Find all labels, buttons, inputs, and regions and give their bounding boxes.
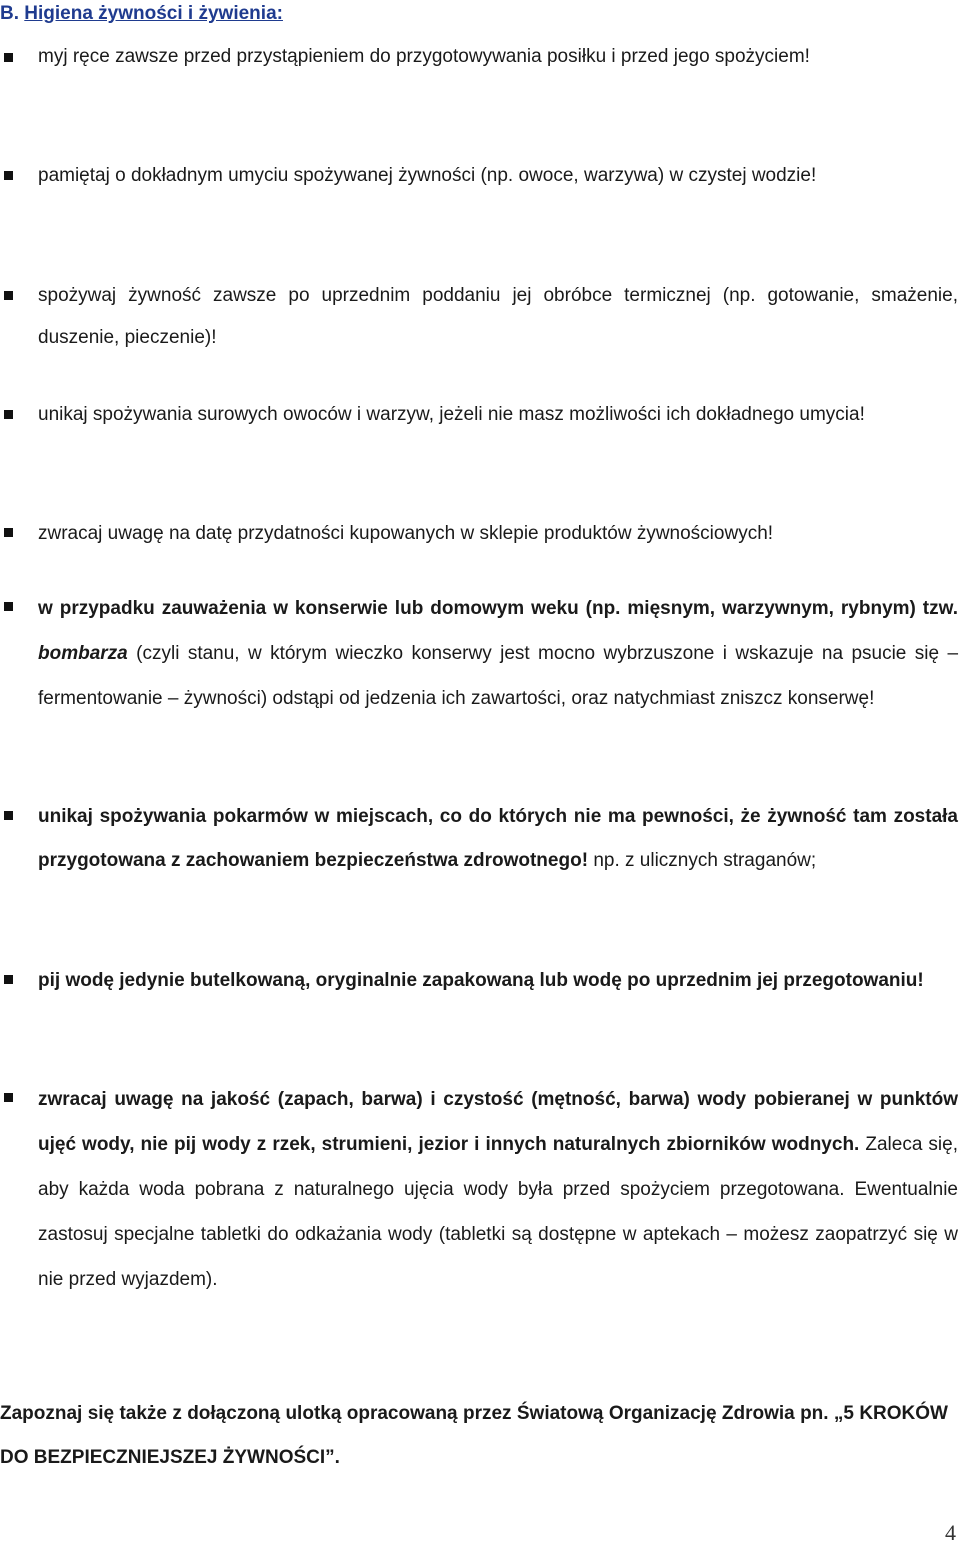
section-title: Higiena żywności i żywienia:	[24, 3, 283, 24]
section-prefix: B.	[0, 3, 19, 24]
bullet-normal-text: Zaleca się, aby każda woda pobrana z naturalnego ujęcia wody była przed spożyciem przegotowana. Ewentualnie zastosuj specjalne tabletki do odkażania wody (tabletki są dostępne w aptekach – możesz zaopatrzyć się w nie przed wyjazdem).	[38, 1134, 959, 1290]
bullet-bold-text: zwracaj uwagę na jakość (zapach, barwa) i czystość (mętność, barwa) wody pobieranej w punktów ujęć wody, nie pij wody z rzek, strumieni, jezior i innych naturalnych zbiorników wodnych.	[38, 1089, 958, 1155]
page-number: 4	[945, 1520, 956, 1545]
bullet-text	[38, 959, 958, 1003]
bullet-text: unikaj spożywania surowych owoców i warzyw, jeżeli nie masz możliwości ich dokładnego umycia!	[38, 404, 865, 425]
bullet-text: pamiętaj o dokładnym umyciu spożywanej żywności (np. owoce, warzywa) w czystej wodzie!	[38, 165, 817, 186]
bullet-text	[38, 795, 958, 883]
bullet-text-main: zwracaj uwagę na datę przydatności kupowanych w sklepie produktów żywnościowych	[38, 523, 768, 544]
bullet-text: spożywaj żywność zawsze po uprzednim poddaniu jej obróbce termicznej (np. gotowanie, smażenie, duszenie, pieczenie)!	[38, 285, 958, 348]
section-heading	[0, 2, 283, 26]
square-bullet-icon	[4, 171, 13, 180]
bullet-italic-term: bombarza	[38, 643, 128, 664]
bullet-text-tail: !	[767, 523, 774, 544]
bullet-bold-text: w przypadku zauważenia w konserwie lub domowym weku (np. mięsnym, warzywnym, rybnym) tzw.	[38, 598, 958, 619]
square-bullet-icon	[4, 1093, 13, 1102]
bullet-text	[38, 586, 958, 721]
square-bullet-icon	[4, 53, 13, 62]
square-bullet-icon	[4, 291, 13, 300]
bullet-bold-text: pij wodę jedynie butelkowaną, oryginalnie zapakowaną lub wodę po uprzednim jej przegotowaniu!	[38, 970, 924, 991]
square-bullet-icon	[4, 528, 13, 537]
square-bullet-icon	[4, 602, 13, 611]
bullet-normal-text: np. z ulicznych straganów;	[593, 850, 817, 871]
bullet-bold-text: unikaj spożywania pokarmów w miejscach, co do których nie ma pewności, że żywność tam została przygotowana z zachowaniem bezpieczeństwa zdrowotnego!	[38, 806, 958, 871]
bullet-normal-text: (czyli stanu, w którym wieczko konserwy jest mocno wybrzuszone i wskazuje na psucie się – fermentowanie – żywności) odstąpi od jedzenia ich zawartości, oraz natychmiast zniszcz konserwę!	[38, 643, 959, 709]
square-bullet-icon	[4, 410, 13, 419]
bullet-text: myj ręce zawsze przed przystąpieniem do przygotowywania posiłku i przed jego spożyciem!	[38, 46, 810, 67]
bullet-text	[38, 513, 958, 555]
square-bullet-icon	[4, 975, 13, 984]
square-bullet-icon	[4, 811, 13, 820]
bullet-text	[38, 1077, 958, 1302]
closing-paragraph: Zapoznaj się także z dołączoną ulotką opracowaną przez Światową Organizację Zdrowia pn. „5 KROKÓW DO BEZPIECZNIEJSZEJ ŻYWNOŚCI”.	[0, 1403, 948, 1468]
